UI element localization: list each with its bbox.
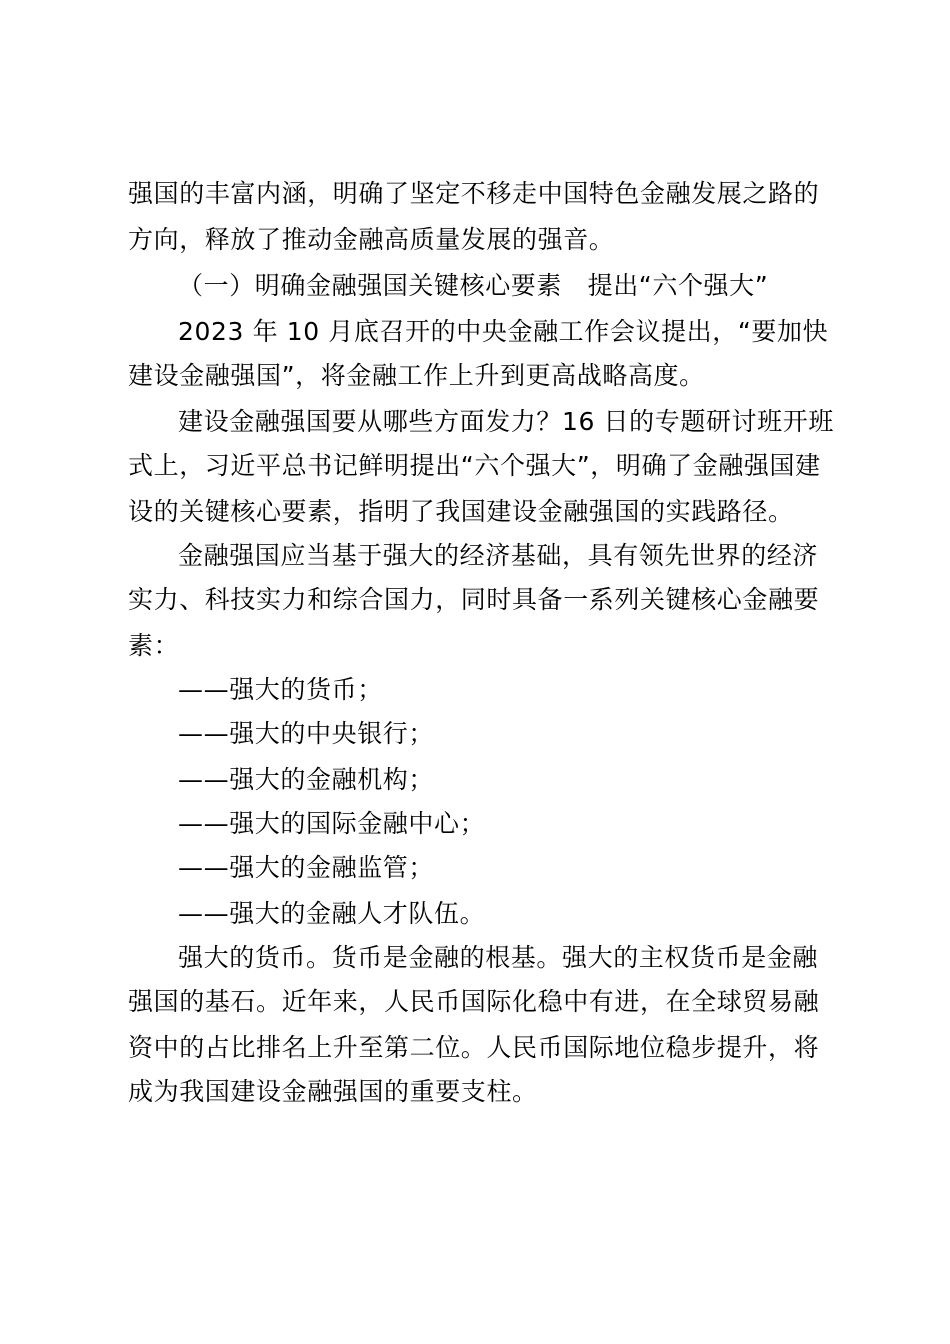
list-item: ——强大的中央银行； [178,719,435,748]
paragraph-line: 实力、科技实力和综合国力，同时具备一系列关键核心金融要 [128,585,820,614]
paragraph-line: 资中的占比排名上升至第二位。人民币国际地位稳步提升，将 [128,1033,820,1062]
paragraph-line: 设的关键核心要素，指明了我国建设金融强国的实践路径。 [128,497,794,526]
list-item: ——强大的金融机构； [178,765,435,794]
paragraph-line: 建设金融强国要从哪些方面发力？16 日的专题研讨班开班 [178,407,834,436]
paragraph-line: 2023 年 10 月底召开的中央金融工作会议提出，“要加快 [178,317,829,346]
list-item: ——强大的金融监管； [178,853,435,882]
paragraph-line: 金融强国应当基于强大的经济基础，具有领先世界的经济 [178,541,819,570]
list-item: ——强大的金融人才队伍。 [178,899,486,928]
paragraph-line: 建设金融强国”，将金融工作上升到更高战略高度。 [128,361,705,390]
paragraph-line: 方向，释放了推动金融高质量发展的强音。 [128,225,615,254]
paragraph-line: 强国的丰富内涵，明确了坚定不移走中国特色金融发展之路的 [128,179,820,208]
list-item: ——强大的国际金融中心； [178,809,486,838]
paragraph-line: 素： [128,631,180,660]
paragraph-line: 强国的基石。近年来，人民币国际化稳中有进，在全球贸易融 [128,987,820,1016]
list-item: ——强大的货币； [178,675,383,704]
paragraph-line: 式上，习近平总书记鲜明提出“六个强大”，明确了金融强国建 [128,451,821,480]
paragraph-line: 强大的货币。货币是金融的根基。强大的主权货币是金融 [178,943,819,972]
section-heading: （一）明确金融强国关键核心要素 提出“六个强大” [178,271,769,300]
paragraph-line: 成为我国建设金融强国的重要支柱。 [128,1077,538,1106]
